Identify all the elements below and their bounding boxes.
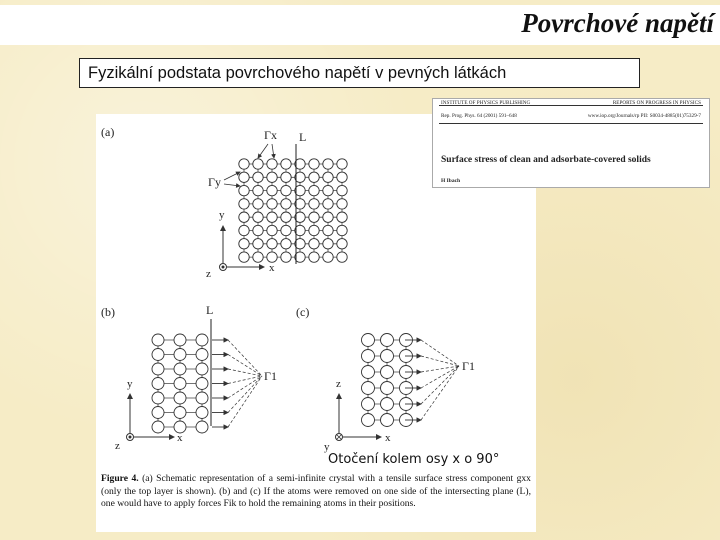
force-c-dashed <box>421 366 459 420</box>
grid-b-atom <box>152 363 164 375</box>
grid-a-atom <box>253 199 263 209</box>
grid-b-atom <box>174 392 186 404</box>
force-b-dashed <box>228 376 262 427</box>
figure-caption <box>101 473 531 511</box>
axis-z-c: z <box>336 378 341 390</box>
label-gamma-1-b: Γ1 <box>264 369 277 383</box>
grid-a-atom <box>253 159 263 169</box>
grid-a-atom <box>309 239 319 249</box>
paper-journal: REPORTS ON PROGRESS IN PHYSICS <box>612 100 701 106</box>
grid-a-atom <box>309 172 319 182</box>
force-c-dashed <box>421 356 459 366</box>
paper-header-rule-bottom <box>439 123 703 124</box>
axis-z-b: z <box>115 440 120 452</box>
grid-c-atom <box>381 366 394 379</box>
grid-a-atom <box>337 239 347 249</box>
paper-title: Surface stress of clean and adsorbate-covered solids <box>441 155 651 165</box>
slide-subtitle: Fyzikální podstata povrchového napětí v pevných látkách <box>79 58 640 88</box>
grid-a-atom <box>239 225 249 235</box>
force-b-dashed <box>228 376 262 384</box>
grid-a-atom <box>267 239 277 249</box>
grid-b-atom <box>152 421 164 433</box>
axis-x-a: x <box>269 262 275 274</box>
grid-a-atom <box>281 252 291 262</box>
label-L-a: L <box>299 130 307 144</box>
grid-a-atom <box>309 159 319 169</box>
rotation-note: Otočení kolem osy x o 90° <box>328 452 500 467</box>
grid-c-atom <box>381 350 394 363</box>
grid-a-atom <box>337 172 347 182</box>
grid-a-atom <box>281 199 291 209</box>
grid-a-atom <box>239 185 249 195</box>
axis-y-b: y <box>127 378 133 390</box>
grid-c-atom <box>381 382 394 395</box>
atom-grid-c <box>362 334 413 427</box>
grid-c-atom <box>381 398 394 411</box>
force-b-dashed <box>228 376 262 413</box>
grid-b-atom <box>174 378 186 390</box>
grid-a-atom <box>323 252 333 262</box>
label-gamma-x: Γx <box>264 128 277 142</box>
force-arrows-b <box>212 340 262 427</box>
caption-text: (a) Schematic representation of a semi-infinite crystal with a tensile surface stress component gxx (only the top layer is shown). (b) and (c) If the atoms were removed on one side of the intersecting plane (L), one would have to apply forces Fik to hold the remaining atoms in their positions. <box>101 473 531 510</box>
paper-publisher: INSTITUTE OF PHYSICS PUBLISHING <box>441 100 531 106</box>
grid-c-atom <box>381 414 394 427</box>
grid-a-atom <box>337 185 347 195</box>
grid-a-atom <box>281 172 291 182</box>
axis-x-c: x <box>385 432 391 444</box>
grid-a-atom <box>309 225 319 235</box>
force-b-dashed <box>228 376 262 398</box>
grid-a-atom <box>337 212 347 222</box>
grid-c-atom <box>362 350 375 363</box>
grid-c-atom <box>381 334 394 347</box>
grid-a-atom <box>323 172 333 182</box>
gamma-y-arrow-2 <box>224 184 240 186</box>
grid-b-atom <box>174 407 186 419</box>
grid-a-atom <box>267 159 277 169</box>
grid-b-atom <box>196 334 208 346</box>
grid-b-atom <box>152 392 164 404</box>
grid-a-atom <box>323 212 333 222</box>
grid-a-atom <box>337 252 347 262</box>
grid-a-atom <box>323 159 333 169</box>
axis-x-b: x <box>177 432 183 444</box>
grid-a-atom <box>337 159 347 169</box>
caption-label: Figure 4. <box>101 473 139 484</box>
grid-a-atom <box>239 159 249 169</box>
axis-y-c: y <box>324 441 330 453</box>
gamma-y-arrow-1 <box>224 172 240 180</box>
axis-y-a: y <box>219 209 225 221</box>
grid-b-atom <box>174 363 186 375</box>
atom-grid-a <box>239 159 347 262</box>
grid-b-atom <box>152 378 164 390</box>
grid-a-atom <box>281 159 291 169</box>
force-arrows-c <box>405 340 459 420</box>
grid-b-atom <box>152 407 164 419</box>
grid-a-atom <box>281 212 291 222</box>
label-gamma-y: Γy <box>208 175 221 189</box>
grid-a-atom <box>323 185 333 195</box>
grid-a-atom <box>253 185 263 195</box>
grid-a-atom <box>267 252 277 262</box>
gamma-x-arrow-2 <box>272 144 274 158</box>
force-b-dashed <box>228 369 262 376</box>
grid-a-atom <box>239 199 249 209</box>
panel-label-c: (c) <box>296 305 310 319</box>
grid-b-atom <box>196 378 208 390</box>
paper-citation: Rep. Prog. Phys. 64 (2001) 591–648 <box>441 113 517 119</box>
grid-a-atom <box>309 212 319 222</box>
grid-a-atom <box>267 172 277 182</box>
axis-z-a: z <box>206 268 211 280</box>
grid-a-atom <box>253 239 263 249</box>
label-L-b: L <box>206 303 214 317</box>
grid-b-atom <box>174 349 186 361</box>
panel-label-b: (b) <box>101 305 115 319</box>
grid-a-atom <box>239 172 249 182</box>
grid-a-atom <box>337 225 347 235</box>
grid-a-atom <box>239 252 249 262</box>
panel-label-a: (a) <box>101 125 115 139</box>
paper-author: H Ibach <box>441 178 461 184</box>
grid-b-atom <box>196 363 208 375</box>
grid-a-atom <box>239 212 249 222</box>
atom-grid-b <box>152 334 208 433</box>
grid-a-atom <box>267 185 277 195</box>
grid-a-atom <box>309 252 319 262</box>
grid-a-atom <box>253 252 263 262</box>
label-gamma-1-c: Γ1 <box>462 359 475 373</box>
grid-a-atom <box>309 199 319 209</box>
grid-b-atom <box>196 349 208 361</box>
grid-a-atom <box>267 225 277 235</box>
grid-c-atom <box>362 398 375 411</box>
grid-a-atom <box>253 225 263 235</box>
grid-b-atom <box>152 334 164 346</box>
grid-a-atom <box>281 239 291 249</box>
grid-a-atom <box>323 239 333 249</box>
grid-b-atom <box>152 349 164 361</box>
paper-url: www.iop.org/Journals/rp PII: S0034-4885(01)75329-7 <box>587 113 701 119</box>
gamma-x-arrow-1 <box>258 144 268 158</box>
paper-header <box>432 98 710 188</box>
grid-c-atom <box>362 334 375 347</box>
grid-c-atom <box>362 366 375 379</box>
grid-a-atom <box>253 172 263 182</box>
grid-b-atom <box>196 421 208 433</box>
grid-a-atom <box>267 199 277 209</box>
grid-a-atom <box>281 225 291 235</box>
grid-a-atom <box>323 225 333 235</box>
grid-c-atom <box>362 414 375 427</box>
slide-title: Povrchové napětí <box>521 8 714 38</box>
grid-a-atom <box>281 185 291 195</box>
grid-c-atom <box>362 382 375 395</box>
grid-b-atom <box>196 407 208 419</box>
grid-b-atom <box>174 334 186 346</box>
force-c-dashed <box>421 340 459 366</box>
grid-a-atom <box>323 199 333 209</box>
grid-a-atom <box>267 212 277 222</box>
grid-a-atom <box>309 185 319 195</box>
grid-a-atom <box>253 212 263 222</box>
grid-a-atom <box>239 239 249 249</box>
grid-b-atom <box>196 392 208 404</box>
grid-a-atom <box>337 199 347 209</box>
